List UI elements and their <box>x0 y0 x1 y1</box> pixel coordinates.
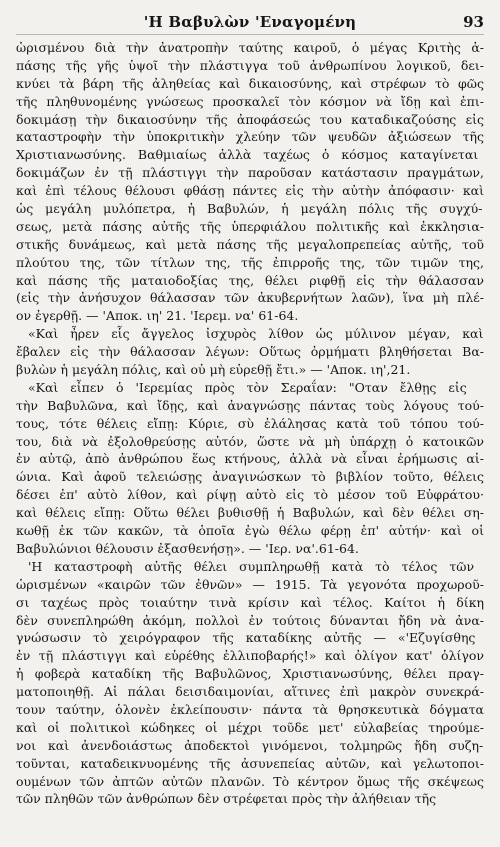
text-line: τουν ταύτην, ὁλονὲν ἐκλείπουσιν· πάντα τὰ θρησκευτικὰ δόγματα <box>16 701 484 717</box>
text-line: ἡ φοβερὰ καταδίκη τῆς Βαβυλῶνος, Χριστιανωσύνης, θέλει πραγ- <box>16 666 484 682</box>
text-line: γνώσωσιν τὸ χειρόγραφον τῆς καταδίκης αὐτῆς — «'Εζυγίσθης <box>16 630 476 646</box>
text-line: ἔβαλεν εἰς τὴν θάλασσαν λέγων: Οὕτως ὁρμήματι βληθήσεται Βα- <box>16 344 484 360</box>
text-line: καὶ οἱ πολιτικοὶ κώδηκες οἱ μέχρι τοῦδε μετ' εὐλαβείας τηρούμε- <box>16 719 484 735</box>
text-line: κωθῇ ἐκ τῶν κακῶν, τὰ ὁποῖα ἐγὼ θέλω φέρῃ ἐπ' αὐτήν· καὶ οἱ <box>16 523 484 539</box>
body-text <box>16 39 484 808</box>
text-line: καταστροφὴν τὴν ὑποκριτικὴν χλεύην τῶν ψευδῶν ἀξιώσεων τῆς <box>16 129 484 145</box>
text-line: ματοποιηθῇ. Αἱ πάλαι δεισιδαιμονίαι, αἵτινες ἐπὶ μακρὸν συνεκρά- <box>16 684 484 700</box>
text-line: ὡρισμένων «καιρῶν τῶν ἐθνῶν» — 1915. Τὰ γεγονότα προχωροῦ- <box>16 576 484 592</box>
text-line: (εἰς τὴν ἀνήσυχον θάλασσαν τῶν ἀκυβερνήτων λαῶν), ἵνα μὴ πλέ- <box>16 290 484 306</box>
text-line: Βαβυλώνιοι θέλουσιν ἐξασθενήσῃ». — 'Ιερ. να'.61-64. <box>16 540 359 556</box>
text-line: νοι καὶ ἀνενδοιάστως ἀποδεκτοὶ γινόμενοι, τολμηρῶς ἤδη συζη- <box>16 737 484 753</box>
text-line: σεως, μετὰ πάσης αὐτῆς τῆς ὑπερφιάλου πολιτικῆς καὶ ἐκκλησια- <box>16 218 484 234</box>
text-line: κνύει τὰ βάρη τῆς ἀληθείας καὶ δικαιοσύνης, καὶ στρέφων τὸ φῶς <box>16 75 484 91</box>
text-line: ἐν τῇ πλάστιγγι καὶ εὑρέθης ἐλλιποβαρής!» καὶ ὀλίγον κατ' ὀλίγον <box>16 648 484 664</box>
text-line: σι ταχέως πρὸς τοιαύτην τινὰ κρίσιν καὶ τέλος. Καίτοι ἡ δίκη <box>16 594 484 610</box>
text-line: ουμένων τῶν ἀπτῶν αὐτῶν πλανῶν. Τὸ κέντρον ὅμως τῆς σκέψεως <box>16 773 484 789</box>
text-line: ἐν αὐτῷ, ἀπὸ ἀνθρώπου ἕως κτήνους, ἀλλὰ νὰ εἶναι ἐρήμωσις αἰ- <box>16 451 484 467</box>
text-line: τῶν πληθῶν τῶν ἀνθρώπων δὲν στρέφεται πρὸς τὴν ἀλήθειαν τῆς <box>16 791 437 807</box>
text-line: βυλὼν ἡ μεγάλη πόλις, καὶ οὐ μὴ εὑρεθῇ ἔτι.» — 'Αποκ. ιη',21. <box>16 362 411 378</box>
text-line: καὶ ἐπὶ τέλους θέλουσι φθάσῃ πάντες εἰς τὴν αὐτὴν ἀπόφασιν· καὶ <box>16 183 484 199</box>
text-line: τους, τότε θέλεις εἴπῃ: Κύριε, σὺ ἐλάλησας κατὰ τοῦ τόπου τού- <box>16 415 484 431</box>
text-line: ὡς μεγάλη μυλόπετρα, ἡ Βαβυλών, ἡ μεγάλη πόλις τῆς συγχύ- <box>16 201 483 217</box>
text-line: δὲν συνεπληρώθη ἀκόμη, πολλοὶ ἐν τούτοις δύνανται ἤδη νὰ ἀνα- <box>16 612 484 628</box>
text-line: «Καὶ ἦρεν εἷς ἄγγελος ἰσχυρὸς λίθον ὡς μύλινον μέγαν, καὶ <box>28 326 484 342</box>
text-line: Χριστιανωσύνης. Βαθμιαίως ἀλλὰ ταχέως ὁ κόσμος καταγίνεται <box>16 147 479 163</box>
text-line: δοκιμάσῃ τὴν δικαιοσύνην τῆς ἀποφάσεώς του καταδικαζούσης εἰς <box>16 111 484 127</box>
text-line: πάσης τῆς γῆς ὑψοῖ τὴν πλάστιγγα τοῦ ἀνθρωπίνου λογικοῦ, δει- <box>16 57 484 73</box>
text-line: καὶ θέλεις εἴπῃ: Οὕτω θέλει βυθισθῇ ἡ Βαβυλών, καὶ δὲν θέλει ση- <box>16 505 484 521</box>
text-line: πλούτου της, τῶν τίτλων της, τῆς ἐπιρροῆς της, τῶν τιμῶν της, <box>16 254 484 270</box>
text-line: του, διὰ νὰ ἐξολοθρεύσῃς αὐτόν, ὥστε νὰ μὴ ὑπάρχῃ ὁ κατοικῶν <box>16 433 484 449</box>
text-line: δέσει ἐπ' αὐτὸ λίθον, καὶ ρίψῃ αὐτὸ εἰς τὸ μέσον τοῦ Εὐφράτου· <box>16 487 484 503</box>
text-line: «Καὶ εἶπεν ὁ 'Ιερεμίας πρὸς τὸν Σεραΐαν: "Οταν ἔλθῃς εἰς <box>28 379 467 395</box>
text-line: δοκιμάζων ἐν τῇ πλάστιγγι τὴν παροῦσαν κατάστασιν πραγμάτων, <box>16 165 484 181</box>
text-line: 'Η καταστροφὴ αὐτῆς θέλει συμπληρωθῇ κατὰ τὸ τέλος τῶν <box>28 558 475 574</box>
text-line: τῆς πληθυνομένης γνώσεως προσκαλεῖ τὸν κόσμον νὰ ἴδῃ καὶ ἐπι- <box>16 93 484 109</box>
text-line: τὴν Βαβυλῶνα, καὶ ἴδῃς, καὶ ἀναγνώσῃς πάντας τοὺς λόγους τού- <box>16 397 484 413</box>
text-line: καὶ πάσης τῆς ματαιοδοξίας της, θέλει ριφθῇ εἰς τὴν θάλασσαν <box>16 272 484 288</box>
text-line: ον ἐγερθῇ. — 'Αποκ. ιη' 21. 'Ιερεμ. να' 61-64. <box>16 308 299 324</box>
text-line: στικῆς δυνάμεως, καὶ μετὰ πάσης τῆς μεγαλοπρεπείας αὐτῆς, τοῦ <box>16 236 484 252</box>
text-line: ώνια. Καὶ ἀφοῦ τελειώσῃς ἀναγινώσκων τὸ βιβλίον τοῦτο, θέλεις <box>16 469 484 485</box>
page-number: 93 <box>463 13 484 31</box>
text-line: ὡρισμένου διὰ τὴν ἀνατροπὴν ταύτης καιροῦ, ὁ μέγας Κριτὴς ἁ- <box>16 40 484 55</box>
text-line: τοῦνται, καταδεικνυομένης τῆς ἀσυνεπείας αὐτῶν, καὶ γελωτοποι- <box>16 755 484 771</box>
running-header <box>16 8 484 35</box>
running-title: 'Η Βαβυλὼν 'Εναγομένη <box>143 13 357 31</box>
